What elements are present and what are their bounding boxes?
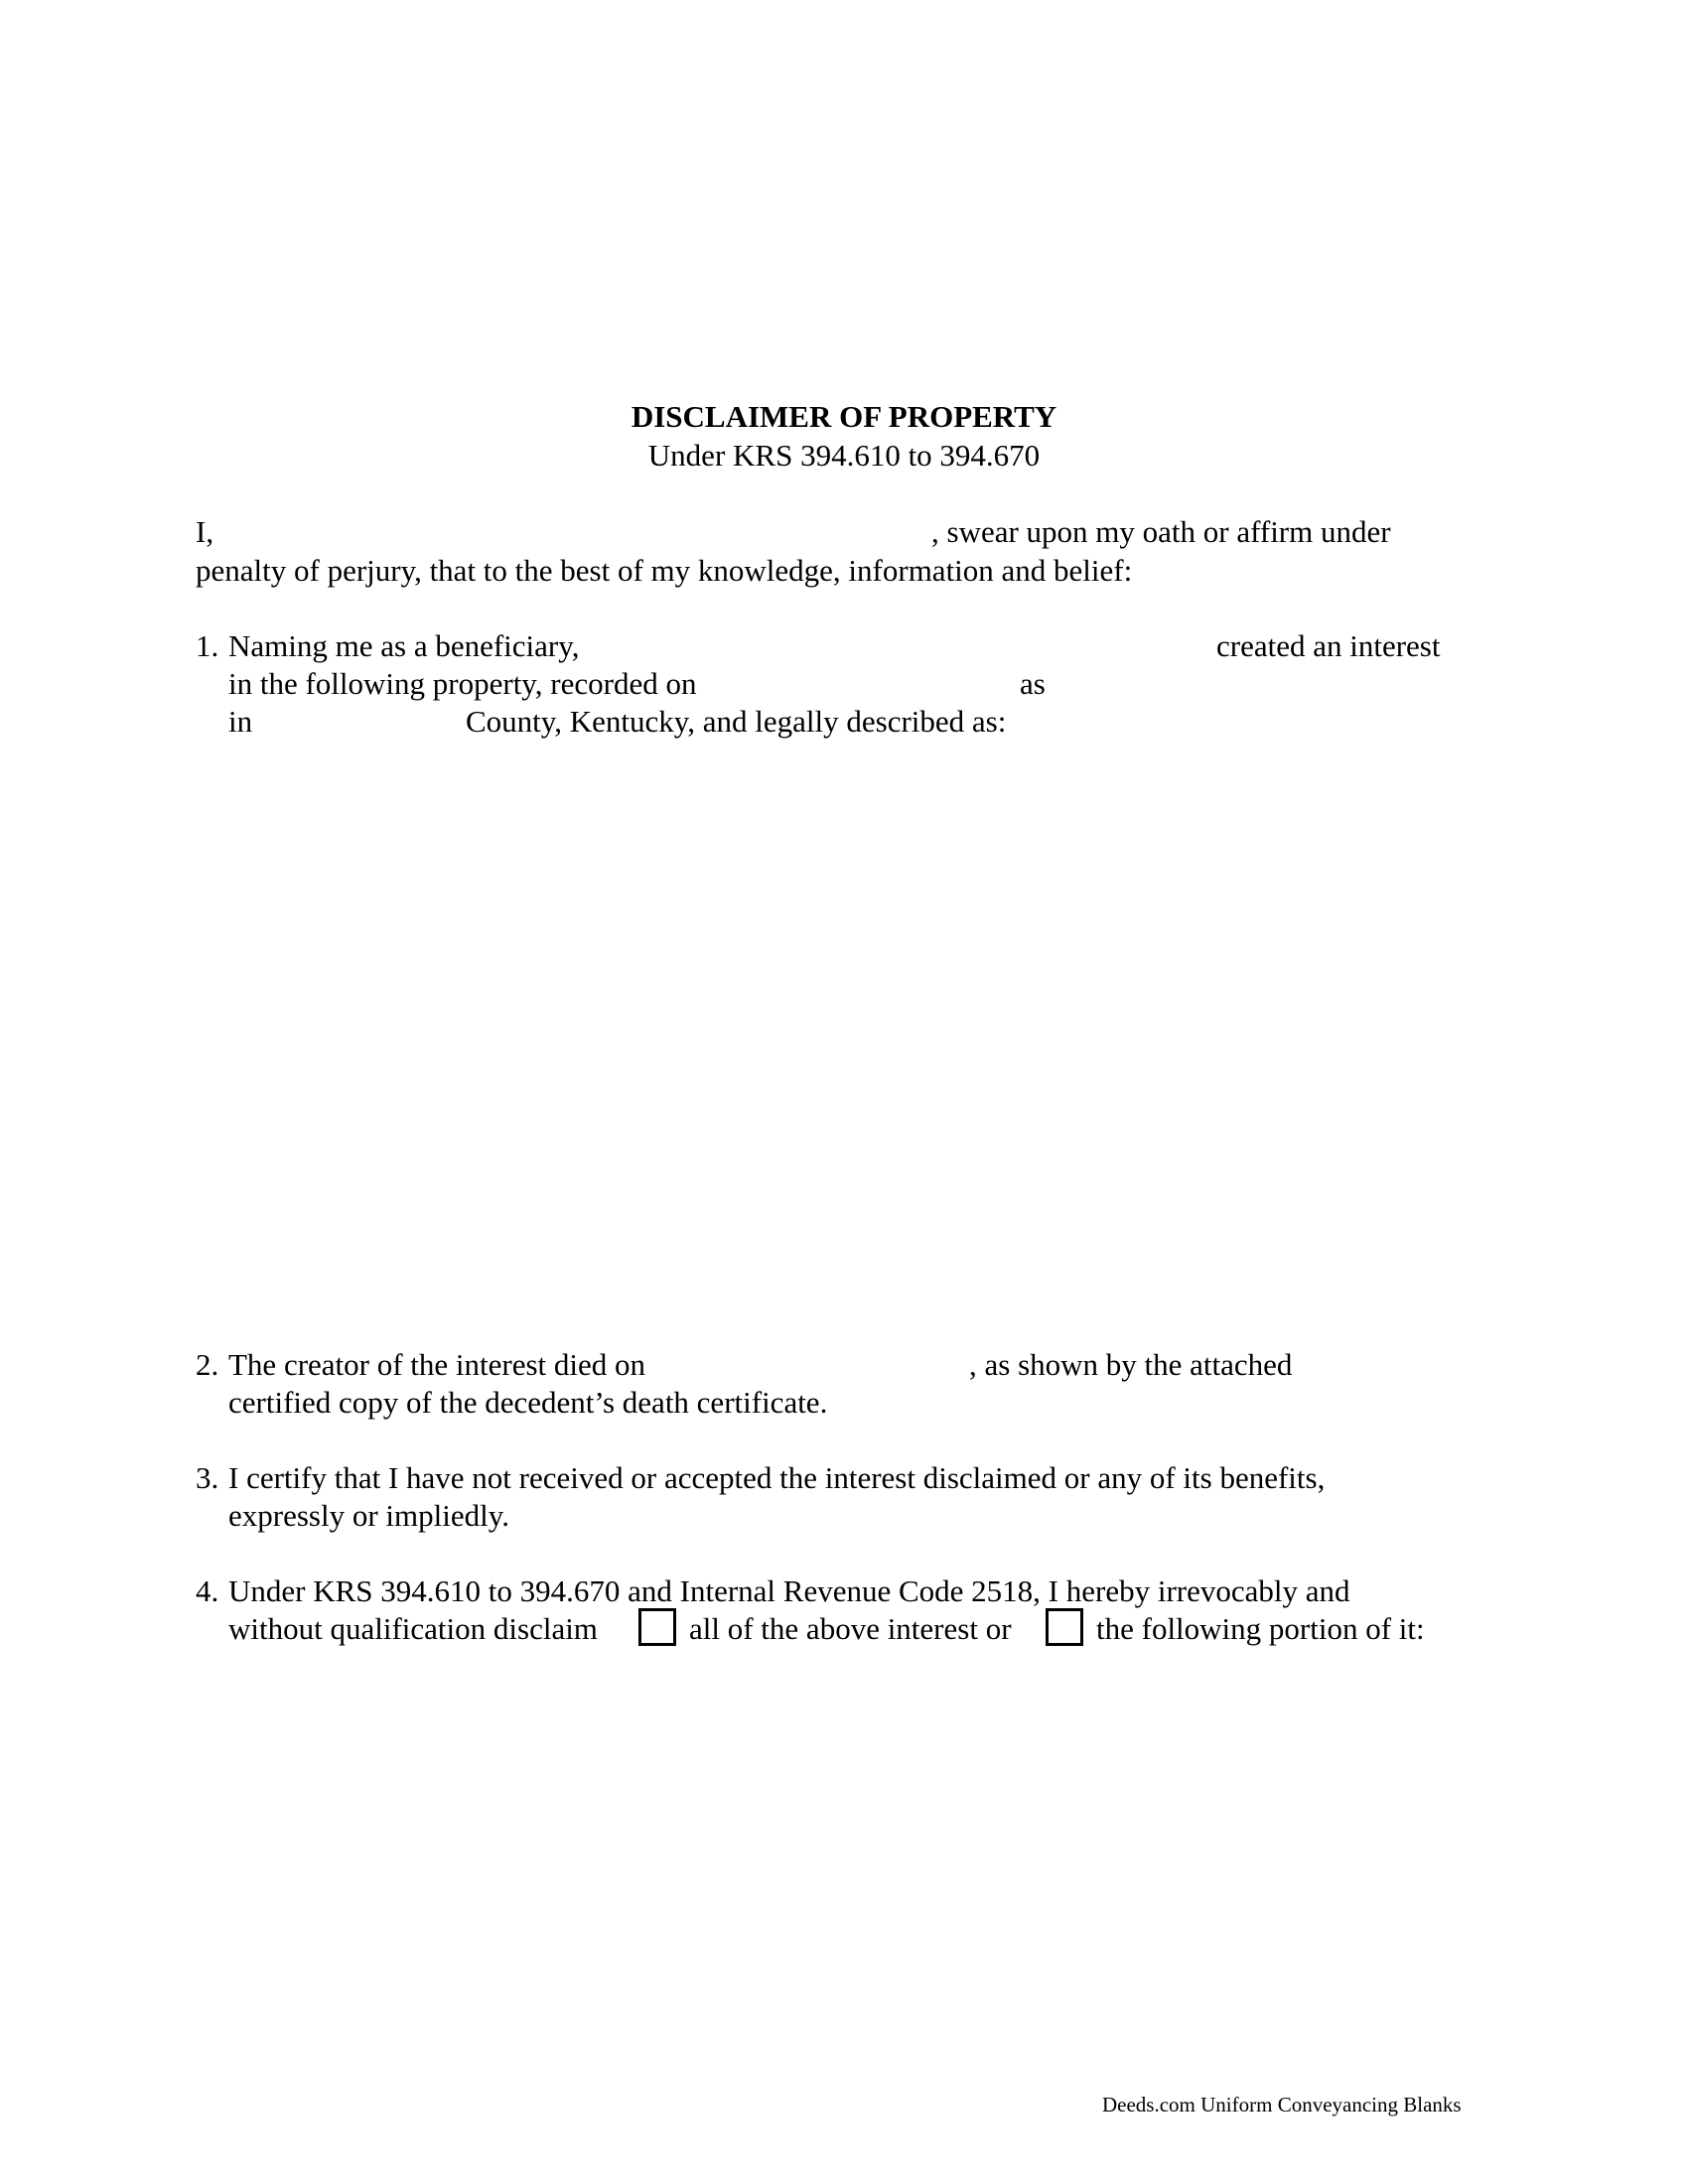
- document-title: DISCLAIMER OF PROPERTY: [631, 399, 1057, 434]
- intro-line2: penalty of perjury, that to the best of my knowledge, information and belief:: [196, 553, 1133, 588]
- item4-line2-part3: the following portion of it:: [1096, 1611, 1425, 1646]
- disclaim-portion-checkbox[interactable]: [1046, 1608, 1083, 1646]
- item1-line1-end: created an interest: [1216, 628, 1441, 663]
- item4-line2-part1: without qualification disclaim: [228, 1611, 598, 1646]
- item3-number: 3.: [196, 1460, 219, 1495]
- intro-prefix: I,: [196, 514, 214, 549]
- disclaim-all-checkbox[interactable]: [638, 1608, 676, 1646]
- intro-line1-rest: , swear upon my oath or affirm under: [931, 514, 1391, 549]
- item2-number: 2.: [196, 1347, 219, 1382]
- item2-line1-end: , as shown by the attached: [969, 1347, 1293, 1382]
- item2-line2: certified copy of the decedent’s death certificate.: [228, 1385, 828, 1420]
- item3-line1: I certify that I have not received or accepted the interest disclaimed or any of its benefits,: [228, 1460, 1326, 1495]
- item1-line3-end: County, Kentucky, and legally described as:: [466, 704, 1007, 739]
- item1-line2-end: as: [1020, 666, 1046, 701]
- item4-line1: Under KRS 394.610 to 394.670 and Internal Revenue Code 2518, I hereby irrevocably and: [228, 1573, 1350, 1608]
- document-subtitle: Under KRS 394.610 to 394.670: [647, 438, 1041, 473]
- item1-line1-start: Naming me as a beneficiary,: [228, 628, 580, 663]
- item1-line3-start: in: [228, 704, 253, 739]
- item1-number: 1.: [196, 628, 219, 663]
- item2-line1-start: The creator of the interest died on: [228, 1347, 646, 1382]
- item4-line2-part2: all of the above interest or: [689, 1611, 1012, 1646]
- item3-line2: expressly or impliedly.: [228, 1498, 509, 1533]
- item4-number: 4.: [196, 1573, 219, 1608]
- footer-text: Deeds.com Uniform Conveyancing Blanks: [1102, 2093, 1462, 2116]
- item1-line2-start: in the following property, recorded on: [228, 666, 697, 701]
